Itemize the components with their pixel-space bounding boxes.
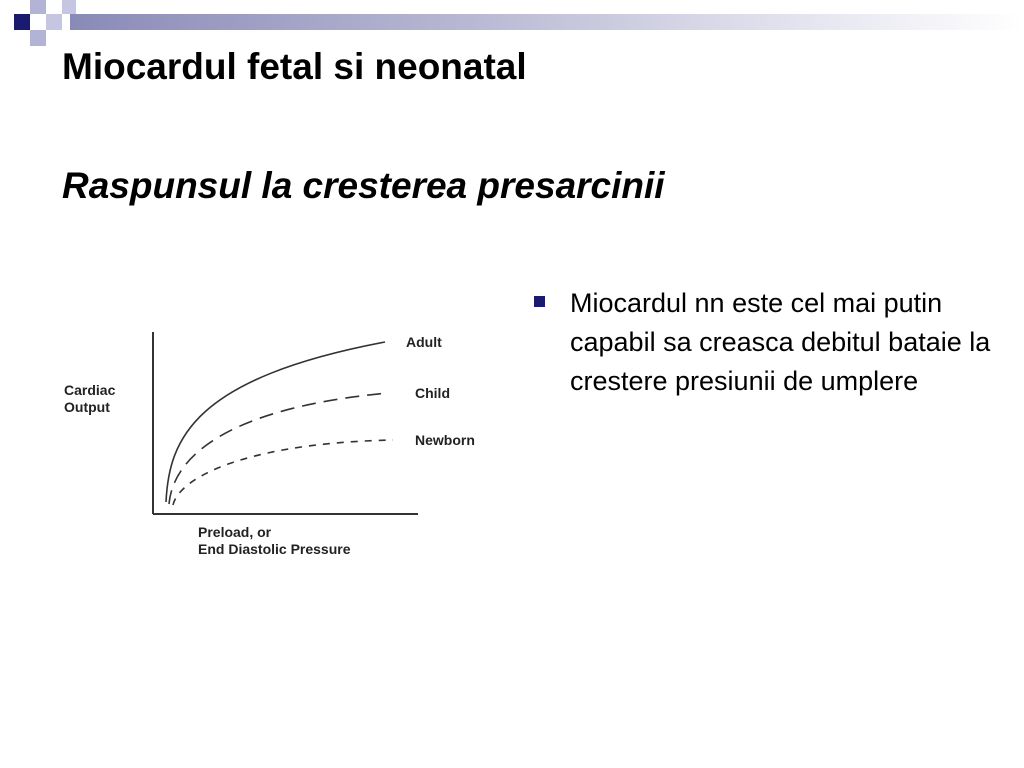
bullet-text: Miocardul nn este cel mai putin capabil sa creasca debitul bataie la crestere presiunii de umplere — [570, 288, 991, 396]
y-axis-label-line1: Cardiac — [64, 382, 116, 398]
y-axis-label-line2: Output — [64, 399, 110, 415]
slide-title: Miocardul fetal si neonatal — [62, 46, 527, 87]
curve-label-newborn: Newborn — [415, 432, 475, 448]
slide-subtitle: Raspunsul la cresterea presarcinii — [62, 165, 665, 206]
cardiac-output-figure — [55, 318, 500, 568]
header-gradient-bar — [70, 14, 1024, 30]
x-axis-label-line1: Preload, or — [198, 524, 272, 540]
newborn-curve — [173, 440, 393, 505]
x-axis-label-line2: End Diastolic Pressure — [198, 541, 351, 557]
curve-label-child: Child — [415, 385, 450, 401]
decor-square-light — [62, 0, 76, 14]
figure-svg — [55, 318, 500, 568]
square-bullet-icon — [534, 296, 545, 307]
bullet-list — [534, 284, 994, 401]
decor-square-light — [30, 0, 46, 14]
curve-label-adult: Adult — [406, 334, 442, 350]
decor-square-light — [46, 14, 62, 30]
bullet-item — [534, 284, 994, 401]
decor-square-dark — [14, 14, 30, 30]
decor-square-light — [30, 30, 46, 46]
adult-curve — [166, 342, 385, 502]
child-curve — [169, 393, 388, 504]
